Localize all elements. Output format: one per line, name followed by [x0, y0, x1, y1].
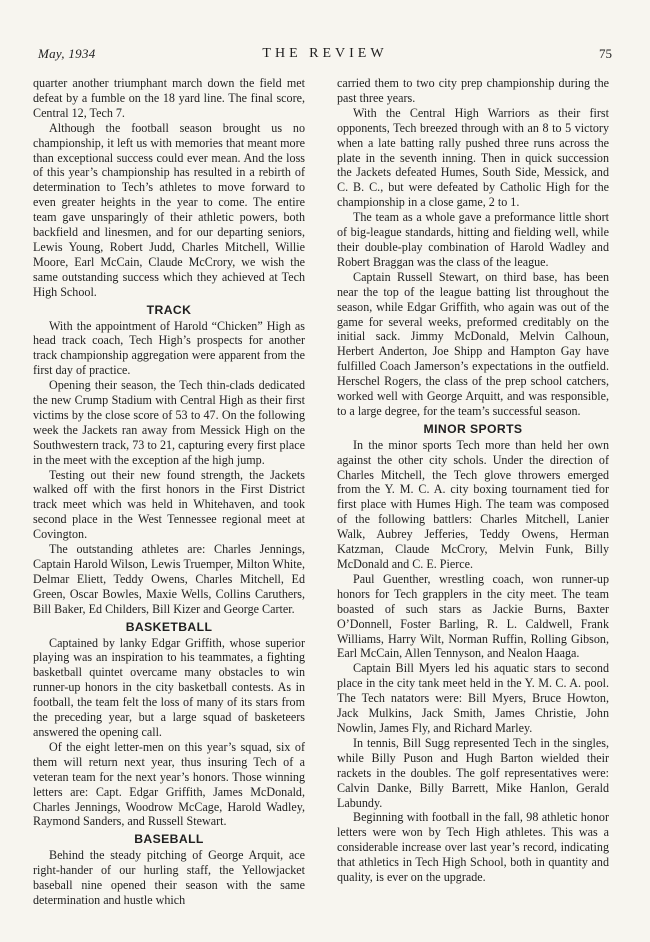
page-number: 75 [599, 46, 612, 61]
paragraph: Paul Guenther, wrestling coach, won runner-up honors for Tech grapplers in the city meet. The team boasted of such stars as Jackie Burns, Baxter O’Donnell, Foster Barling, R. L. Caldwell, Frank Williams, Harry Wilt, Norman Ruffin, Rolling Gibson, Earl McCain, Allen Tennyson, and Nealon Haaga. [337, 571, 609, 661]
publication-title: THE REVIEW [262, 46, 388, 61]
paragraph: The outstanding athletes are: Charles Jennings, Captain Harold Wilson, Lewis Truemper, Milton White, Delmar Eliett, Teddy Owens, Charles Mitchell, Ed Green, Oscar Bowles, Maxie Wells, Collins Caruthers, Bill Baker, Ed Childers, Bill Kizer and George Carter. [33, 542, 305, 616]
issue-date: May, 1934 [38, 46, 96, 61]
paragraph: Although the football season brought us no championship, it left us with memories that meant more than exceptional success could ever mean. And the loss of this year’s championship has resulted in a rebirth of determination to Tech’s athletes to move forward to even greater heights in the year to come. The entire team gave unsparingly of their athletic powers, both backfield and linesmen, and for our departing seniors, Lewis Young, Robert Judd, Charles Mitchell, Willie Moore, Earl McCain, Claude McCrory, we wish the same outstanding success which they achieved at Tech High School. [33, 120, 305, 299]
paragraph: Testing out their new found strength, the Jackets walked off with the first honors in the First District track meet which was held in Whitehaven, and took second place in the West Tennessee regional meet at Covington. [33, 467, 305, 542]
paragraph: Captain Russell Stewart, on third base, has been near the top of the league batting list throughout the season, while Edgar Griffith, who again was out of the game for several weeks, preformed creditably on the initial sack. Jimmy McDonald, Melvin Calhoun, Herbert Anderton, Joe Shipp and Hampton Gay have fulfilled Coach Jamerson’s expectations in the outfield. Herschel Rogers, the class of the prep school catchers, worked well with George Arquitt, and was responsible, to a large degree, for the team’s successful season. [337, 269, 609, 418]
paragraph: In the minor sports Tech more than held her own against the other city schols. Under the direction of Charles Mitchell, the Tech glove throwers emerged from the Y. M. C. A. city boxing tournament tied for first place with Humes High. The team was composed of the following battlers: Charles Mitchell, Lanier Walk, Aubrey Jefferies, Teddy Owens, Herman Katzman, Claude McCrory, Melvin Funk, Billy McDonald and C. E. Pierce. [337, 437, 609, 571]
paragraph: Captain Bill Myers led his aquatic stars to second place in the city tank meet held in the Y. M. C. A. pool. The Tech natators were: Bill Myers, Bruce Howton, Jack Mulkins, Jack Smith, James Christie, John Nowlin, James Fly, and Richard Marley. [337, 661, 609, 735]
paragraph: Captained by lanky Edgar Griffith, whose superior playing was an inspiration to his teammates, a fighting basketball quintet overcame many obstacles to win runner-up honors in the city basketball contests. As in football, the team felt the loss of many of its stars from the preceding year, but a large squad of basketeers answered the opening call. [33, 635, 305, 739]
paragraph: Of the eight letter-men on this year’s squad, six of them will return next year, thus insuring Tech of a veteran team for the next year’s honors. Those winning letters are: Capt. Edgar Griffith, James McDonald, Charles Jennings, Woodrow McCage, Harold Wadley, Raymond Sanders, and Russell Stewart. [33, 739, 305, 829]
paragraph: Opening their season, the Tech thin-clads dedicated the new Crump Stadium with Central High as their first victims by the close score of 53 to 47. On the following week the Jackets ran away from Messick High on the Southwestern track, 73 to 21, capturing every first place in the meet with the exception af the high jump. [33, 378, 305, 467]
paragraph: With the Central High Warriors as their first opponents, Tech breezed through with an 8 to 5 victory when a late batting rally pushed three runs across the plate in the seventh inning. Then in quick succession the Jackets defeated Humes, South Side, Messick, and C. B. C., but were defeated by Catholic High for the championship in a close game, 2 to 1. [337, 105, 609, 210]
section-heading-track: TRACK [146, 302, 192, 317]
paragraph: quarter another triumphant march down the field met defeat by a fumble on the 18 yard line. The final score, Central 12, Tech 7. [33, 76, 305, 120]
paragraph: Beginning with football in the fall, 98 athletic honor letters were won by Tech High athletes. This was a considerable increase over last year’s record, indicating that athletics in Tech High School, both in quantity and quality, is ever on the upgrade. [337, 810, 609, 885]
paragraph: Behind the steady pitching of George Arquit, ace right-hander of our hurling staff, the Yellowjacket baseball nine opened their season with the same determination and hustle which [33, 848, 305, 907]
page-header [38, 46, 612, 68]
right-column [337, 76, 609, 885]
section-heading-basketball: BASKETBALL [125, 619, 213, 634]
paragraph: In tennis, Bill Sugg represented Tech in the singles, while Billy Puson and Hugh Barton wielded their rackets in the doubles. The golf representatives were: Calvin Danke, Billy Barrett, Mike Hanlon, Gerald Labundy. [337, 735, 609, 810]
section-heading-baseball: BASEBALL [134, 832, 204, 847]
paragraph: carried them to two city prep championship during the past three years. [337, 76, 609, 105]
section-heading-minor-sports: MINOR SPORTS [423, 421, 523, 436]
paragraph: With the appointment of Harold “Chicken” High as head track coach, Tech High’s prospects for another track championship aggregation were apparent from the first day of practice. [33, 318, 305, 378]
left-column [33, 76, 305, 908]
paragraph: The team as a whole gave a preformance little short of big-league standards, hitting and fielding well, while their double-play combination of Harold Wadley and Robert Braggan was the class of the league. [337, 210, 609, 269]
